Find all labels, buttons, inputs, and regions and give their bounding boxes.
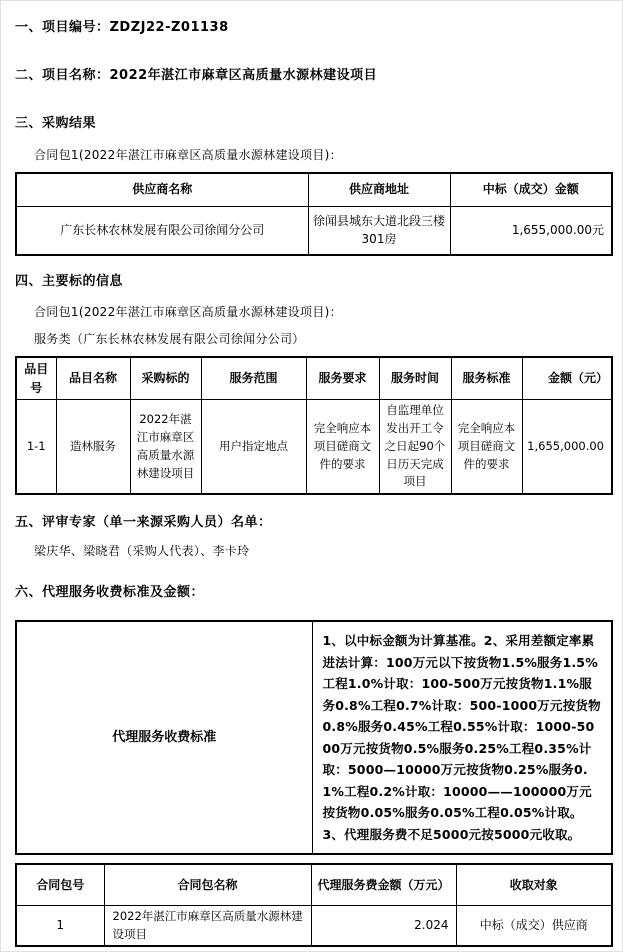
package-number-cell: 1 [16, 905, 104, 946]
item-name-cell: 造林服务 [56, 400, 130, 495]
service-time-header: 服务时间 [379, 357, 451, 400]
expert-names: 梁庆华、梁晓君（采购人代表）、李卡玲 [34, 544, 250, 559]
fee-amount-header: 代理服务费金额（万元） [311, 864, 456, 905]
subject-table-row [16, 400, 612, 495]
item-name-header: 品目名称 [56, 357, 130, 400]
supplier-name-header: 供应商名称 [16, 173, 308, 206]
agency-fee-amount-table [15, 863, 613, 947]
service-requirement-header: 服务要求 [306, 357, 379, 400]
supplier-table-row [16, 206, 612, 255]
fee-standard-label-cell: 代理服务收费标准 [16, 621, 312, 854]
package-name-header: 合同包名称 [104, 864, 311, 905]
supplier-name-cell: 广东长林农林发展有限公司徐闻分公司 [16, 206, 308, 255]
award-amount-header: 中标（成交）金额 [450, 173, 612, 206]
supplier-table-header-row [16, 173, 612, 206]
section-subject-info-title: 四、主要标的信息 [15, 274, 124, 289]
agency-fee-standard-table [15, 620, 613, 855]
subject-category-line: 服务类（广东长林农林发展有限公司徐闻分公司） [34, 332, 305, 346]
package-number-header: 合同包号 [16, 864, 104, 905]
fee-standard-row [16, 621, 612, 854]
fee-amount-cell: 2.024 [311, 905, 456, 946]
subject-table-header-row [16, 357, 612, 400]
fee-amount-row [16, 905, 612, 946]
fee-standard-text-cell: 1、以中标金额为计算基准。2、采用差额定率累进法计算：100万元以下按货物1.5%服务1.5%工程1.0%计取：100-500万元按货物1.1%服务0.8%工程0.7%计取：500-1000万元按货物0.8%服务0.45%工程0.55%计取：1000-5000万元按货物0.5%服务0.25%工程0.35%计取：5000—10000万元按货物0.25%服务0.1%工程0.2%计取：10000——100000万元按货物0.05%服务0.05%工程0.05%计取。3、代理服务费不足5000元按5000元收取。 [312, 621, 612, 854]
procurement-subject-cell: 2022年湛江市麻章区高质量水源林建设项目 [130, 400, 201, 495]
subject-matter-table [15, 356, 613, 495]
section-agency-fee-title: 六、代理服务收费标准及金额： [15, 585, 205, 601]
section-project-name-title: 二、项目名称：2022年湛江市麻章区高质量水源林建设项目 [15, 68, 378, 83]
item-number-header: 品目号 [16, 357, 56, 400]
award-amount-cell: 1,655,000.00元 [450, 206, 612, 255]
fee-amount-header-row [16, 864, 612, 905]
service-scope-header: 服务范围 [201, 357, 306, 400]
section-experts-title: 五、评审专家（单一来源采购人员）名单： [15, 515, 272, 531]
service-standard-cell: 完全响应本项目磋商文件的要求 [451, 400, 522, 495]
section-project-number-title: 一、项目编号：ZDZJ22-Z01138 [15, 20, 229, 35]
service-standard-header: 服务标准 [451, 357, 522, 400]
item-number-cell: 1-1 [16, 400, 56, 495]
amount-cell: 1,655,000.00 [522, 400, 612, 495]
service-requirement-cell: 完全响应本项目磋商文件的要求 [306, 400, 379, 495]
amount-header: 金额（元） [522, 357, 612, 400]
package-name-cell: 2022年湛江市麻章区高质量水源林建设项目 [104, 905, 311, 946]
result-package-line: 合同包1(2022年湛江市麻章区高质量水源林建设项目)： [34, 148, 342, 162]
supplier-table [15, 172, 613, 256]
fee-payer-header: 收取对象 [456, 864, 612, 905]
fee-payer-cell: 中标（成交）供应商 [456, 905, 612, 946]
subject-package-line: 合同包1(2022年湛江市麻章区高质量水源林建设项目)： [34, 305, 342, 319]
service-scope-cell: 用户指定地点 [201, 400, 306, 495]
section-procurement-result-title: 三、采购结果 [15, 116, 97, 131]
procurement-subject-header: 采购标的 [130, 357, 201, 400]
service-time-cell: 自监理单位发出开工令之日起90个日历天完成项目 [379, 400, 451, 495]
supplier-address-header: 供应商地址 [308, 173, 450, 206]
supplier-address-cell: 徐闻县城东大道北段三楼301房 [308, 206, 450, 255]
